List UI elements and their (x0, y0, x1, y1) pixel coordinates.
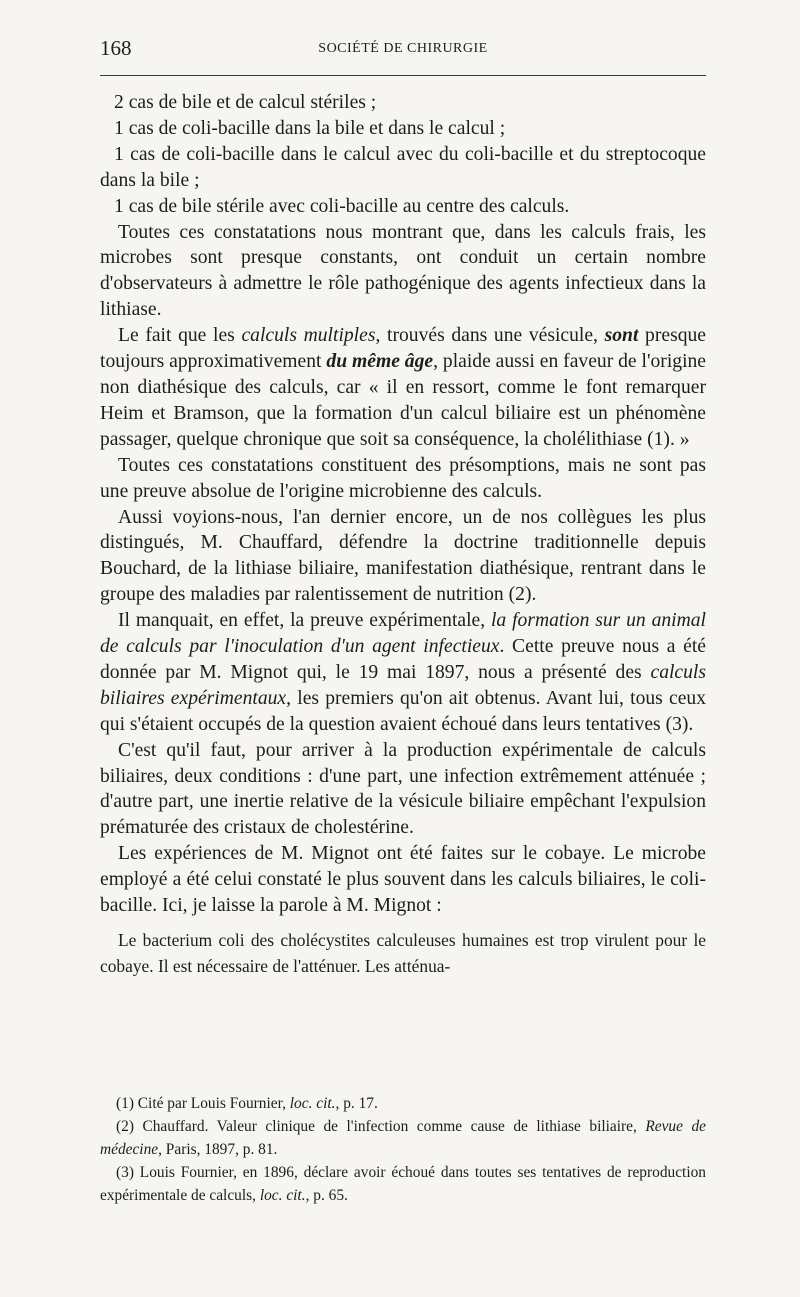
text-run: . Cette preuve nous a été donnée par M. Mignot qui, le 19 mai 1897, nous a présenté des (100, 636, 706, 683)
paragraph: Aussi voyions-nous, l'an dernier encore, un de nos collègues les plus distingués, M. Chauffard, défendre la doctrine traditionnelle depuis Bouchard, de la lithiase biliaire, manifestation diathésique, rentrant dans le groupe des maladies par ralentissement de nutrition (2). (100, 506, 706, 606)
paragraph: Toutes ces constatations constituent des présomptions, mais ne sont pas une preuve absolue de l'origine microbienne des calculs. (100, 454, 706, 502)
paragraph (100, 608, 706, 738)
footnotes (100, 1092, 706, 1207)
italic-run: calculs biliaires expérimentaux (100, 661, 706, 709)
italic-run: calculs multiples (241, 325, 376, 347)
italic-run: loc. cit. (259, 1187, 306, 1204)
text-run: (1) Cité par Louis Fournier, (116, 1095, 290, 1112)
text-run: Le fait que les (118, 325, 242, 347)
paragraph: Toutes ces constatations nous montrant que, dans les calculs frais, les microbes sont presque constants, ont conduit un certain nombre d'observateurs à admettre le rôle pathogénique des agents infectieux dans la lithiase. (100, 221, 706, 321)
text-run: , p. 17. (335, 1095, 378, 1112)
footnote (100, 1115, 706, 1161)
list-item: 1 cas de coli-bacille dans le calcul avec du coli-bacille et du streptocoque dans la bile ; (100, 143, 706, 191)
header-rule (100, 75, 706, 76)
text-run: , p. 65. (305, 1187, 348, 1204)
italic-run: du même âge (326, 351, 434, 373)
running-head: SOCIÉTÉ DE CHIRURGIE (318, 41, 488, 56)
text-run: (3) Louis Fournier, en 1896, déclare avoir échoué dans toutes ses tentatives de reproduction expérimentale de calculs, (100, 1164, 706, 1204)
text-run: (2) Chauffard. Valeur clinique de l'infection comme cause de lithiase biliaire, (116, 1118, 646, 1135)
text-run: , les premiers qu'on ait obtenus. Avant lui, tous ceux qui s'étaient occupés de la question avaient échoué dans leurs tentatives (3). (100, 687, 706, 735)
text-run: , Paris, 1897, p. 81. (158, 1141, 278, 1158)
list-item: 1 cas de coli-bacille dans la bile et dans le calcul ; (114, 117, 506, 139)
list-item: 1 cas de bile stérile avec coli-bacille au centre des calculs. (114, 195, 570, 217)
list-item: 2 cas de bile et de calcul stériles ; (114, 92, 377, 113)
text-run: presque toujours approximativement (100, 325, 706, 373)
text-run: , trouvés dans une vésicule, (375, 325, 605, 347)
italic-run: sont (604, 325, 639, 347)
quoted-paragraph: Le bacterium coli des cholécystites calculeuses humaines est trop virulent pour le cobaye. Il est nécessaire de l'atténuer. Les atténua- (100, 930, 706, 976)
paragraph (100, 323, 706, 453)
italic-run: loc. cit. (289, 1095, 336, 1112)
paragraph: C'est qu'il faut, pour arriver à la production expérimentale de calculs biliaires, deux conditions : d'une part, une infection extrêmement atténuée ; d'autre part, une inertie relative de la vésicule biliaire empêchant l'expulsion prématurée des cristaux de cholestérine. (100, 739, 706, 839)
text-run: Il manquait, en effet, la preuve expérimentale, (118, 610, 491, 632)
paragraph: Les expériences de M. Mignot ont été faites sur le cobaye. Le microbe employé a été celui constaté le plus souvent dans les calculs biliaires, le coli-bacille. Ici, je laisse la parole à M. Mignot : (100, 843, 706, 917)
page-number: 168 (100, 36, 132, 60)
italic-run: la formation sur un animal de calculs par l'inoculation d'un agent infectieux (100, 610, 706, 658)
footnote (100, 1092, 706, 1115)
page-header (100, 36, 706, 60)
text-run: , plaide aussi en faveur de l'origine non diathésique des calculs, car « il en ressort, comme le font remarquer Heim et Bramson, que la formation d'un calcul biliaire est un phénomène passager, quelque chronique que soit sa conséquence, la cholélithiase (1). » (100, 351, 707, 450)
footnote (100, 1161, 706, 1207)
main-text (100, 90, 706, 979)
italic-run: Revue de médecine (100, 1118, 706, 1158)
